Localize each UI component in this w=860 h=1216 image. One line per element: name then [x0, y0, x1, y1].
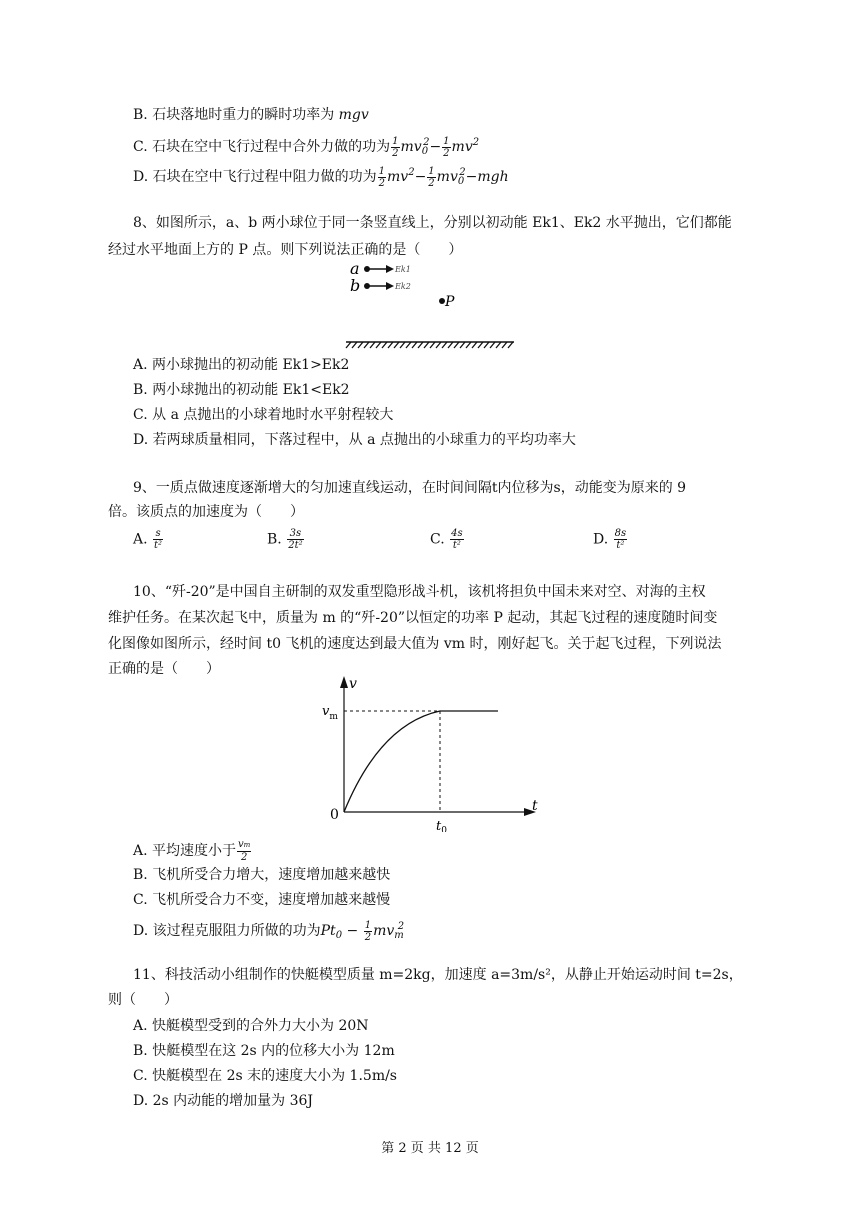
q8-stem-line1: 8、如图所示，a、b 两小球位于同一条竖直线上，分别以初动能 Ek1、Ek2 水平抛出，它们都能 [133, 215, 732, 231]
q8-fig-p: P [445, 294, 455, 310]
q8-option-d: D. 若两球质量相同，下落过程中，从 a 点抛出的小球重力的平均功率大 [133, 432, 576, 448]
q11-option-c: C. 快艇模型在 2s 末的速度大小为 1.5m/s [133, 1068, 397, 1084]
q7-option-b-text: B. 石块落地时重力的瞬时功率为 [133, 107, 339, 123]
q9-option-b: B. $\frac{3s}{\text{2t²}}$ [267, 528, 303, 551]
q8-stem-line2: 经过水平地面上方的 P 点。则下列说法正确的是（ ） [108, 242, 463, 258]
q9-option-d-fraction: $\frac{8s}{\text{t²}}$ [614, 528, 627, 551]
q9-option-c: C. $\frac{4s}{\text{t²}}$ [430, 528, 463, 551]
q8-option-a: A. 两小球抛出的初动能 Ek1>Ek2 [133, 357, 350, 373]
q7-option-c [133, 133, 479, 162]
q7-option-c-formula: $\frac{1}{2}$ $mv_0^2-$ $\frac{1}{2}$ $mv^2$ [392, 135, 480, 159]
q9-option-d: D. $\frac{8s}{\text{t²}}$ [593, 528, 627, 551]
q8-ground-hatch [346, 342, 513, 348]
q11-option-a: A. 快艇模型受到的合外力大小为 20N [133, 1018, 369, 1034]
q7-option-b-math: mgv [338, 107, 369, 123]
q10-stem-line2: 维护任务。在某次起飞中，质量为 m 的“歼-20”以恒定的功率 P 起动，其起飞过程的速度随时间变 [108, 610, 718, 626]
q10-option-b: B. 飞机所受合力增大，速度增加越来越快 [133, 867, 391, 883]
q8-fig-ek2: Ek2 [395, 282, 411, 291]
q11-stem-line2: 则（ ） [108, 992, 178, 1008]
q8-fig-a: a [350, 259, 360, 278]
q7-option-b [133, 105, 369, 125]
q8-option-c: C. 从 a 点抛出的小球着地时水平射程较大 [133, 407, 394, 423]
q10-option-d-formula: $Pt_0$ − $\frac{1}{2}$ $mv_m^2$ [320, 919, 405, 943]
q7-option-d-text: D. 石块在空中飞行过程中阻力做的功为 [133, 169, 377, 185]
q11-option-b: B. 快艇模型在这 2s 内的位移大小为 12m [133, 1043, 395, 1059]
q10-option-a: A. 平均速度小于 $\frac{vm}{2}$ [133, 839, 251, 863]
q10-origin: 0 [330, 807, 339, 823]
q7-option-c-text: C. 石块在空中飞行过程中合外力做的功为 [133, 139, 391, 155]
q10-option-c: C. 飞机所受合力不变，速度增加越来越慢 [133, 892, 391, 908]
q8-figure [340, 258, 520, 353]
q9-stem-line2: 倍。该质点的加速度为（ ） [108, 504, 304, 520]
q10-stem-line4: 正确的是（ ） [108, 661, 220, 677]
q10-option-a-fraction: $\frac{vm}{2}$ [238, 839, 251, 863]
q10-label-vm: $v_m$ [322, 704, 338, 722]
q7-option-d [133, 163, 509, 192]
q11-option-d: D. 2s 内动能的增加量为 36J [133, 1093, 314, 1109]
q9-option-c-fraction: $\frac{4s}{\text{t²}}$ [451, 528, 463, 551]
q10-axis-v: v [349, 676, 357, 692]
q10-label-t0: $t_0$ [436, 819, 447, 832]
q8-fig-ek1: Ek1 [395, 265, 411, 274]
page-footer: 第 2 页 共 12 页 [381, 1141, 479, 1156]
q8-fig-b: b [350, 276, 361, 295]
q9-option-a: A. $\frac{s}{\text{t²}}$ [133, 528, 163, 551]
q11-stem-line1: 11、科技活动小组制作的快艇模型质量 m=2kg，加速度 a=3m/s²，从静止开始运动时间 t=2s， [133, 967, 743, 983]
q9-option-a-fraction: $\frac{s}{\text{t²}}$ [154, 528, 163, 551]
q10-vt-graph [318, 672, 548, 832]
q9-option-b-fraction: $\frac{3s}{\text{2t²}}$ [288, 528, 303, 551]
q10-axis-t: t [532, 798, 538, 814]
q8-option-b: B. 两小球抛出的初动能 Ek1<Ek2 [133, 382, 350, 398]
q10-stem-line3: 化图像如图所示，经时间 t0 飞机的速度达到最大值为 vm 时，刚好起飞。关于起飞过程，下列说法 [108, 636, 722, 652]
q10-velocity-curve [344, 711, 498, 812]
q9-stem-line1: 9、一质点做速度逐渐增大的匀加速直线运动，在时间间隔t内位移为s，动能变为原来的 9 [133, 480, 687, 496]
q10-option-d: D. 该过程克服阻力所做的功为$Pt_0$ − $\frac{1}{2}$ $mv_m^2$ [133, 919, 405, 943]
q10-stem-line1: 10、“歼-20”是中国自主研制的双发重型隐形战斗机，该机将担负中国未来对空、对海的主权 [133, 584, 706, 600]
q7-option-d-formula: $\frac{1}{2}$ $mv^2-$ $\frac{1}{2}$ $mv_0^2-mgh$ [378, 165, 509, 189]
